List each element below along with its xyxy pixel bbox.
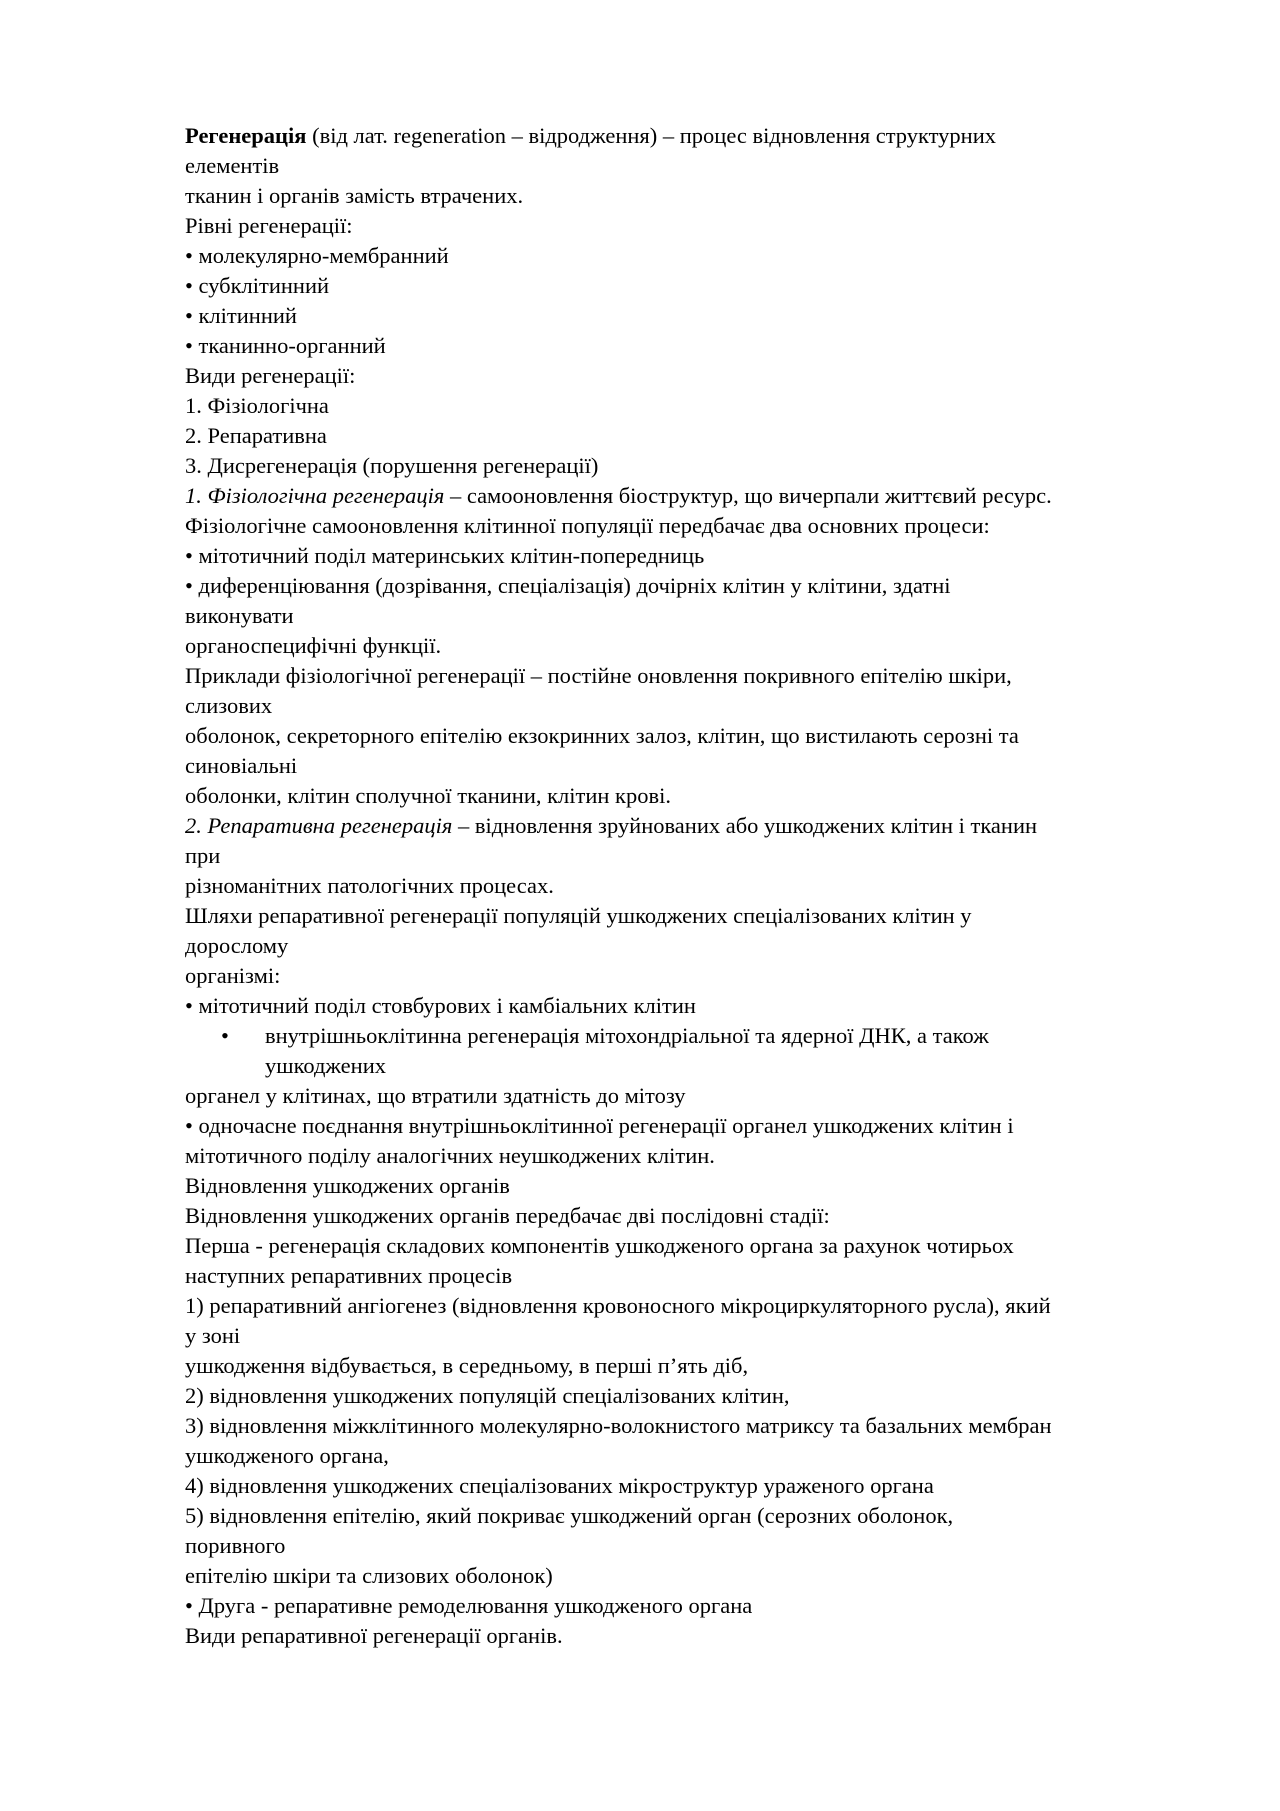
text-line: Відновлення ушкоджених органів передбачає дві послідовні стадії: [185, 1203, 830, 1228]
term-reparative: 2. Репаративна регенерація [185, 813, 453, 838]
list-item: • мітотичний поділ материнських клітин-попередниць [185, 543, 705, 568]
list-item: • Друга - репаративне ремоделювання ушкодженого органа [185, 1593, 753, 1618]
physiological-definition-line: 1. Фізіологічна регенерація – самооновлення біоструктур, що вичерпали життєвий ресурс. [185, 483, 1052, 508]
text-line: синовіальні [185, 753, 298, 778]
text-line: виконувати [185, 603, 294, 628]
list-item: • субклітинний [185, 273, 330, 298]
text-line: Фізіологічне самооновлення клітинної популяції передбачає два основних процеси: [185, 513, 990, 538]
text-line: оболонок, секреторного епітелію екзокринних залоз, клітин, що вистилають серозні та [185, 723, 1019, 748]
text-line: ушкодженого органа, [185, 1443, 389, 1468]
text-line: Види репаративної регенерації органів. [185, 1623, 563, 1648]
definition-line: Регенерація (від лат. regeneration – відродження) – процес відновлення структурних [185, 123, 997, 148]
reparative-definition-line: 2. Репаративна регенерація – відновлення зруйнованих або ушкоджених клітин і тканин [185, 813, 1038, 838]
term-physiological: 1. Фізіологічна регенерація [185, 483, 445, 508]
text-line: організмі: [185, 963, 281, 988]
list-item: 4) відновлення ушкоджених спеціалізованих мікроструктур ураженого органа [185, 1473, 934, 1498]
text-line: тканин і органів замість втрачених. [185, 183, 524, 208]
text-line: дорослому [185, 933, 289, 958]
list-item: • тканинно-органний [185, 333, 386, 358]
text-line: Перша - регенерація складових компонентів ушкодженого органа за рахунок чотирьох [185, 1233, 1014, 1258]
list-item: • клітинний [185, 303, 297, 328]
text-line: слизових [185, 693, 273, 718]
text-line: елементів [185, 153, 280, 178]
list-item: 2) відновлення ушкоджених популяцій спеціалізованих клітин, [185, 1383, 790, 1408]
bullet-icon: • [221, 1023, 229, 1048]
list-item: 2. Репаративна [185, 423, 327, 448]
list-item: • диференціювання (дозрівання, спеціалізація) дочірніх клітин у клітини, здатні [185, 573, 951, 598]
text-line: поривного [185, 1533, 286, 1558]
indented-list-item: • внутрішньоклітинна регенерація мітохондріальної та ядерної ДНК, а також [185, 1021, 1195, 1051]
text-line: різноманітних патологічних процесах. [185, 873, 554, 898]
text-line: у зоні [185, 1323, 241, 1348]
list-item: • одночасне поєднання внутрішньоклітинної регенерації органел ушкоджених клітин і [185, 1113, 1014, 1138]
text-line: ушкодження відбувається, в середньому, в перші п’ять діб, [185, 1353, 749, 1378]
list-item: 5) відновлення епітелію, який покриває ушкоджений орган (серозних оболонок, [185, 1503, 954, 1528]
text-line: Шляхи репаративної регенерації популяцій ушкоджених спеціалізованих клітин у [185, 903, 972, 928]
section-heading: Види регенерації: [185, 363, 356, 388]
text-line: епітелію шкіри та слизових оболонок) [185, 1563, 553, 1588]
section-heading: Рівні регенерації: [185, 213, 353, 238]
list-item: 3. Дисрегенерація (порушення регенерації) [185, 453, 599, 478]
text-line: оболонки, клітин сполучної тканини, клітин крові. [185, 783, 671, 808]
text-line: при [185, 843, 221, 868]
indented-list-continuation: ушкоджених [265, 1053, 386, 1078]
text-line: Приклади фізіологічної регенерації – постійне оновлення покривного епітелію шкіри, [185, 663, 1012, 688]
list-item: • мітотичний поділ стовбурових і камбіальних клітин [185, 993, 696, 1018]
list-item: • молекулярно-мембранний [185, 243, 449, 268]
text-line: наступних репаративних процесів [185, 1263, 513, 1288]
term-regeneration: Регенерація [185, 123, 307, 148]
section-heading: Відновлення ушкоджених органів [185, 1173, 510, 1198]
text-line: мітотичного поділу аналогічних неушкоджених клітин. [185, 1143, 715, 1168]
text-line: органел у клітинах, що втратили здатність до мітозу [185, 1083, 686, 1108]
text-line: органоспецифічні функції. [185, 633, 442, 658]
list-item: 1) репаративний ангіогенез (відновлення кровоносного мікроциркуляторного русла), який [185, 1293, 1051, 1318]
document-page [185, 121, 1195, 1651]
list-item: 1. Фізіологічна [185, 393, 329, 418]
list-item: 3) відновлення міжклітинного молекулярно-волокнистого матриксу та базальних мембран [185, 1413, 1052, 1438]
